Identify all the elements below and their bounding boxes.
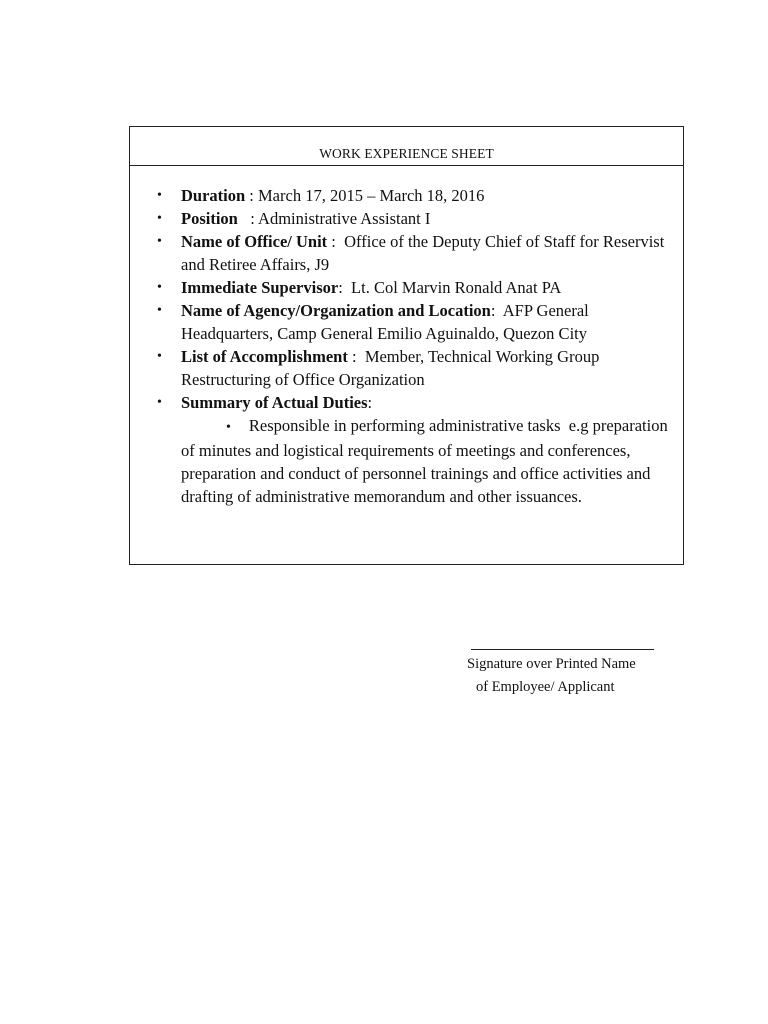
signature-caption-line2: of Employee/ Applicant	[476, 679, 615, 695]
work-experience-sheet	[129, 126, 684, 565]
bullet-icon: •	[157, 234, 162, 249]
detail-value: Member, Technical Working Group Restructuring of Office Organization	[181, 347, 600, 389]
detail-value: Administrative Assistant I	[258, 209, 431, 228]
detail-value: Lt. Col Marvin Ronald Anat PA	[351, 278, 562, 297]
sheet-title: WORK EXPERIENCE SHEET	[130, 127, 683, 166]
detail-value: AFP General Headquarters, Camp General Emilio Aguinaldo, Quezon City	[181, 301, 589, 343]
detail-duration	[130, 184, 683, 207]
bullet-icon: •	[157, 211, 162, 226]
detail-label: Name of Office/ Unit	[181, 232, 328, 251]
detail-value: Office of the Deputy Chief of Staff for Reservist and Retiree Affairs, J9	[181, 232, 665, 274]
detail-label: List of Accomplishment	[181, 347, 348, 366]
detail-separator: :	[490, 301, 503, 320]
detail-immediate-supervisor	[130, 276, 683, 299]
bullet-icon: •	[226, 420, 231, 435]
detail-label: Position	[181, 209, 238, 228]
detail-position	[130, 207, 683, 230]
duty-text: Responsible in performing administrative tasks e.g preparation of minutes and logistical requirements of meetings and conferences, preparation and conduct of personnel trainings and office activities and drafting of administrative memorandum and other issuances.	[181, 416, 672, 506]
detail-label: Summary of Actual Duties	[181, 393, 368, 412]
detail-label: Duration	[181, 186, 246, 205]
detail-separator: :	[245, 186, 259, 205]
detail-separator: :	[367, 393, 373, 412]
detail-separator: :	[237, 209, 259, 228]
detail-label: Name of Agency/Organization and Location	[181, 301, 491, 320]
detail-separator: :	[347, 347, 365, 366]
bullet-icon: •	[157, 395, 162, 410]
detail-accomplishment	[130, 345, 683, 391]
detail-label: Immediate Supervisor	[181, 278, 339, 297]
experience-details-list	[130, 184, 683, 508]
detail-office-unit	[130, 230, 683, 276]
bullet-icon: •	[157, 349, 162, 364]
duty-item	[130, 414, 683, 508]
bullet-icon: •	[157, 303, 162, 318]
detail-value: March 17, 2015 – March 18, 2016	[258, 186, 485, 205]
signature-caption-line1: Signature over Printed Name	[467, 656, 636, 672]
bullet-icon: •	[157, 280, 162, 295]
detail-separator: :	[338, 278, 352, 297]
detail-agency-location	[130, 299, 683, 345]
signature-line	[471, 649, 654, 650]
detail-separator: :	[327, 232, 345, 251]
detail-summary-of-duties	[130, 391, 683, 414]
bullet-icon: •	[157, 188, 162, 203]
